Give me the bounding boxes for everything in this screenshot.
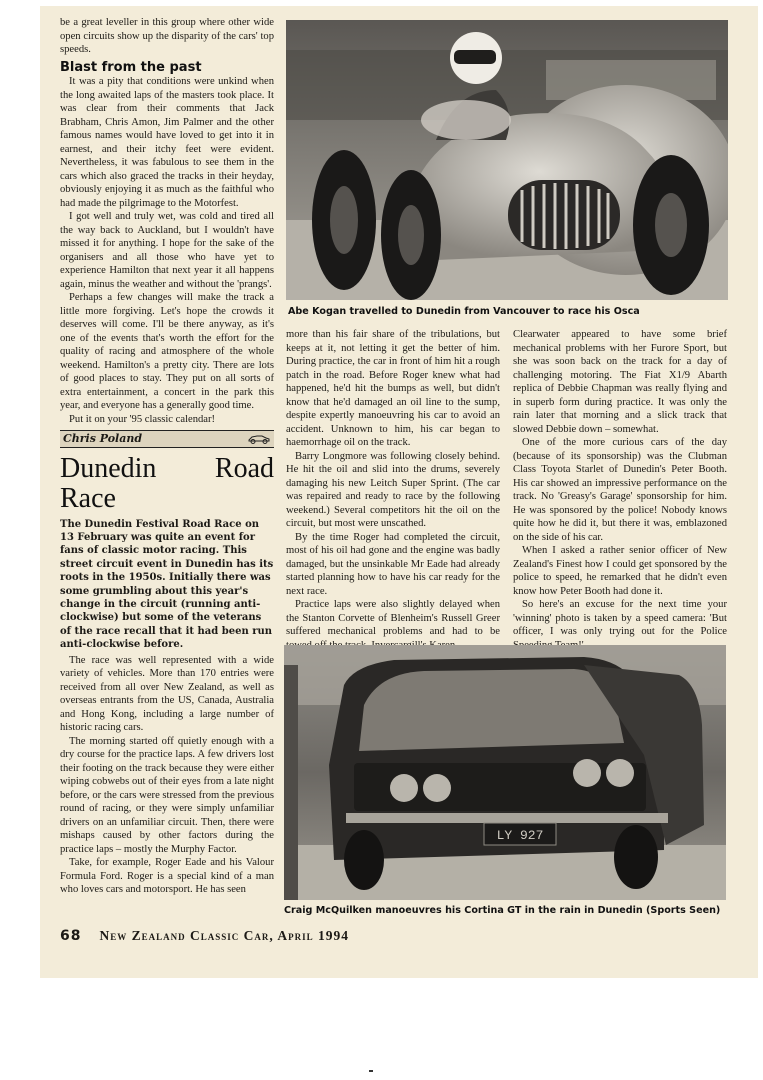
- section-heading: Blast from the past: [60, 59, 202, 75]
- photo-caption: Craig McQuilken manoeuvres his Cortina GT in the rain in Dunedin (Sports Seen): [284, 905, 721, 916]
- paragraph: The morning started off quietly enough with a dry course for the practice laps. A few drivers lost their footing on the track because they were either wiping cobwebs out of their eyes from a late night before, or the cars were stressed from the previous round of racing, or they were simply unfamiliar drivers on an unfamiliar circuit. Then, there were mishaps caused by other factors during the practice laps – mostly the Murphy Factor.: [60, 735, 274, 855]
- paragraph: One of the more curious cars of the day (because of its sponsorship) was the Clubman Class Toyota Starlet of Dunedin's Peter Booth. His car showed an impressive performance on the track. No 'Greasy's Garage' sponsorship for him. He was sponsored by the police! Nobody knows quite how he did it, but there it was, emblazoned on the side of his car.: [513, 437, 727, 543]
- paragraph: The race was well represented with a wide variety of vehicles. More than 170 entries were received from all over New Zealand, as well as overseas entrants from the US, Canada, Australia and Hong Kong, including a large number of historic racing cars.: [60, 654, 274, 734]
- license-plate: LY 927: [496, 828, 544, 843]
- paragraph: When I asked a rather senior officer of New Zealand's Finest how I could get sponsored by the police to speed, he remarked that he didn't even know how Peter Booth had done it.: [513, 545, 727, 597]
- author-name: Chris Poland: [63, 432, 143, 445]
- paragraph: Take, for example, Roger Eade and his Valour Formula Ford. Roger is a special kind of a man who loves cars and motorsport. He has seen: [60, 857, 274, 896]
- column-3: [513, 328, 727, 652]
- scan-mark: [369, 1070, 373, 1072]
- paragraph: So here's an excuse for the next time your 'winning' photo is taken by a speed camera: 'But officer, I was only trying out for the Police: [513, 599, 727, 637]
- paragraph: Barry Longmore was following closely behind. He hit the oil and slid into the drums, severely damaging his new Leitch Super Sprint. (The car was repaired and ready to race by the following weekend.) Several competitors hit the oil on the circuit, but most were unscathed.: [286, 450, 500, 529]
- byline: [60, 430, 274, 448]
- paragraph: Practice laps were also slightly delayed when the Stanton Corvette of Blenheim's Russell Greer suffered mechanical problems and had to be: [286, 599, 500, 637]
- publication-name: New Zealand Classic Car, April 1994: [99, 928, 350, 943]
- car-logo-icon: [247, 433, 271, 444]
- paragraph: It was a pity that conditions were unkind when the long awaited laps of the masters took place. It was clear from their comments that Jack Brabham, Chris Amon, Jim Palmer and the other famous names would have loved to get into it in earnest, and their itchy feet were evident. Nevertheless, it was fabulous to see them in the cars which also graced the tracks in their heyday, obviously enjoying it as much as the faithful who had made the pilgrimage to the Motorfest.: [60, 76, 274, 209]
- standfirst: The Dunedin Festival Road Race on 13 February was quite an event for fans of classic motor racing. This street circuit event in Dunedin has its roots in the 1950s. Initially there was some grumbling about this year's change in the circuit (running anti-clockwise) but some of the veterans of the race recall that it had been run anti-clockwise before.: [60, 518, 274, 651]
- paragraph: more than his fair share of the tribulations, but keeps at it, not letting it get the better of him. During practice, the car in front of him hit a rough patch in the road. Before Roger knew what had happened, he'd hit the bumps as well, but didn't know that he'd damaged an oil line to the sump, despite expertly manoeuvring his car to avoid an accident. Unknown to him, his car began to haemorrhage oil on the track.: [286, 329, 500, 448]
- page-footer: [60, 928, 660, 944]
- photo-caption: Abe Kogan travelled to Dunedin from Vancouver to race his Osca: [288, 306, 640, 317]
- photo-cortina-gt: [284, 645, 726, 900]
- paragraph: By the time Roger had completed the circuit, most of his oil had gone and the engine was badly damaged, but the unsinkable Mr Eade had already started planning how to have his car ready for the next race.: [286, 531, 500, 597]
- page-number: 68: [60, 928, 82, 944]
- article-title: Dunedin Road Race: [60, 452, 274, 514]
- paragraph: Perhaps a few changes will make the track a little more forgiving. Let's hope the crowds it deserves will come. I'll be there anyway, as it's one of the events that's worth the effort for the quality of racing and atmosphere of the whole weekend. Hamilton's a pretty city. There are lots of good places to stay. They put on all sorts of extra entertainment, a concert in the park this year, and everyone has a generally good time.: [60, 292, 274, 411]
- photo-osca-race-car: [286, 20, 728, 300]
- column-1: [60, 16, 274, 897]
- paragraph: I got well and truly wet, was cold and tired all the way back to Auckland, but I wouldn't have missed it for anything. I hope for the sake of the organisers and all those who have yet to experience Hamilton that next year it all happens again, minus the weather and without the 'prangs'.: [60, 211, 274, 290]
- paragraph: Put it on your '95 classic calendar!: [69, 413, 216, 425]
- paragraph: be a great leveller in this group where other wide open circuits show up the disparity of the cars' top speeds.: [60, 17, 274, 55]
- column-2: [286, 328, 500, 652]
- paragraph: Clearwater appeared to have some brief mechanical problems with her Furore Sport, but she was soon back on the track for a day of challenging motoring. The Fiat X1/9 Abarth replica of Debbie Chapman was really flying and in superb form during practice. It was only the rain later that morning and a slick track that slowed Debbie down – somewhat.: [513, 329, 727, 435]
